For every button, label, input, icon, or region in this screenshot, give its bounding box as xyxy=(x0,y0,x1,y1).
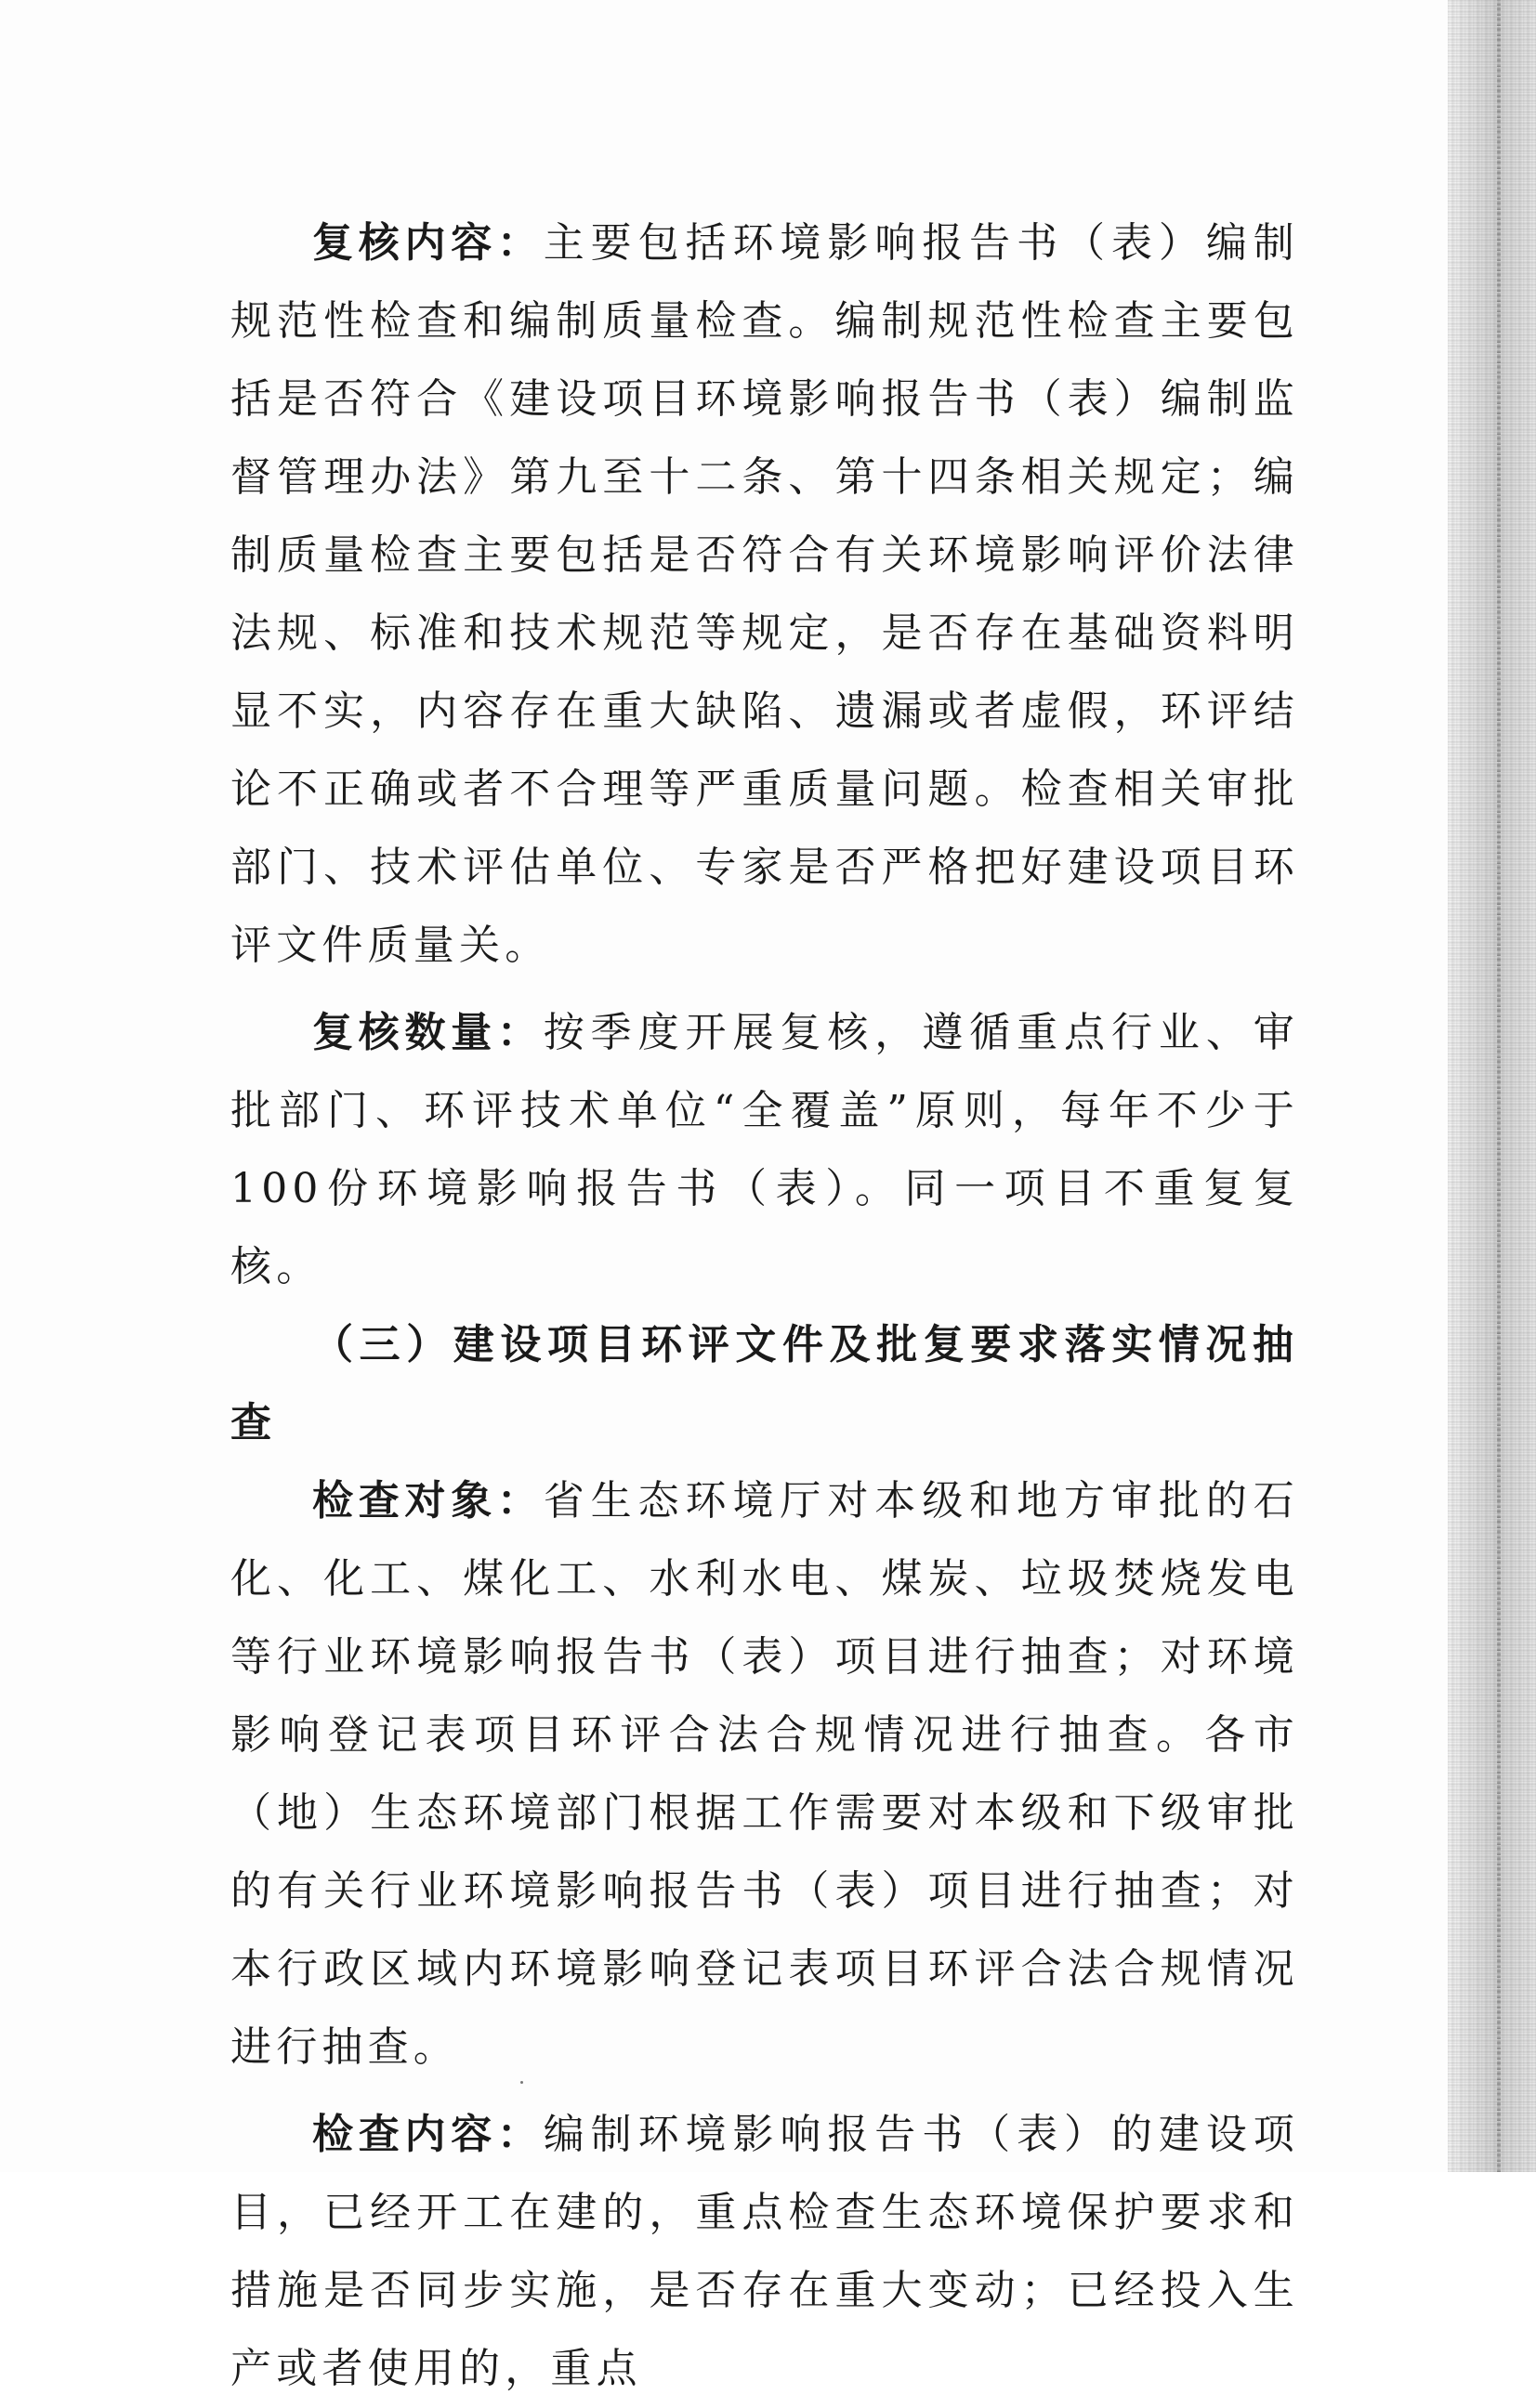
term-inspection-object: 检查对象： xyxy=(312,1477,544,1525)
scan-edge-noise xyxy=(1448,0,1536,2172)
term-review-content: 复核内容： xyxy=(312,219,544,267)
paragraph-review-content xyxy=(230,204,1299,985)
text-inspection-object: 省生态环境厅对本级和地方审批的石化、化工、煤化工、水利水电、煤炭、垃圾焚烧发电等行业环境影响报告书（表）项目进行抽查；对环境影响登记表项目环评合法合规情况进行抽查。各市（地）生态环境部门根据工作需要对本级和下级审批的有关行业环境影响报告书（表）项目进行抽查；对本行政区域内环境影响登记表项目环评合法合规情况进行抽查。 xyxy=(230,1477,1299,2071)
paragraph-inspection-content xyxy=(230,2096,1299,2408)
term-review-quantity: 复核数量： xyxy=(312,1009,544,1056)
text-inspection-content: 编制环境影响报告书（表）的建设项目，已经开工在建的，重点检查生态环境保护要求和措施是否同步实施，是否存在重大变动；已经投入生产或者使用的，重点 xyxy=(230,2111,1299,2392)
text-review-quantity: 按季度开展复核，遵循重点行业、审批部门、环评技术单位“全覆盖”原则，每年不少于100份环境影响报告书（表）。同一项目不重复复核。 xyxy=(230,1009,1299,1290)
paragraph-inspection-object xyxy=(230,1462,1299,2087)
term-inspection-content: 检查内容： xyxy=(312,2111,544,2158)
paragraph-review-quantity xyxy=(230,994,1299,1306)
scan-speck xyxy=(520,2081,523,2084)
scan-edge-line xyxy=(1497,0,1501,2172)
section-heading-3: （三）建设项目环评文件及批复要求落实情况抽查 xyxy=(230,1321,1299,1446)
text-review-content: 主要包括环境影响报告书（表）编制规范性检查和编制质量检查。编制规范性检查主要包括是否符合《建设项目环境影响报告书（表）编制监督管理办法》第九至十二条、第十四条相关规定；编制质量检查主要包括是否符合有关环境影响评价法律法规、标准和技术规范等规定，是否存在基础资料明显不实，内容存在重大缺陷、遗漏或者虚假，环评结论不正确或者不合理等严重质量问题。检查相关审批部门、技术评估单位、专家是否严格把好建设项目环评文件质量关。 xyxy=(230,219,1299,969)
document-body xyxy=(230,204,1299,2408)
